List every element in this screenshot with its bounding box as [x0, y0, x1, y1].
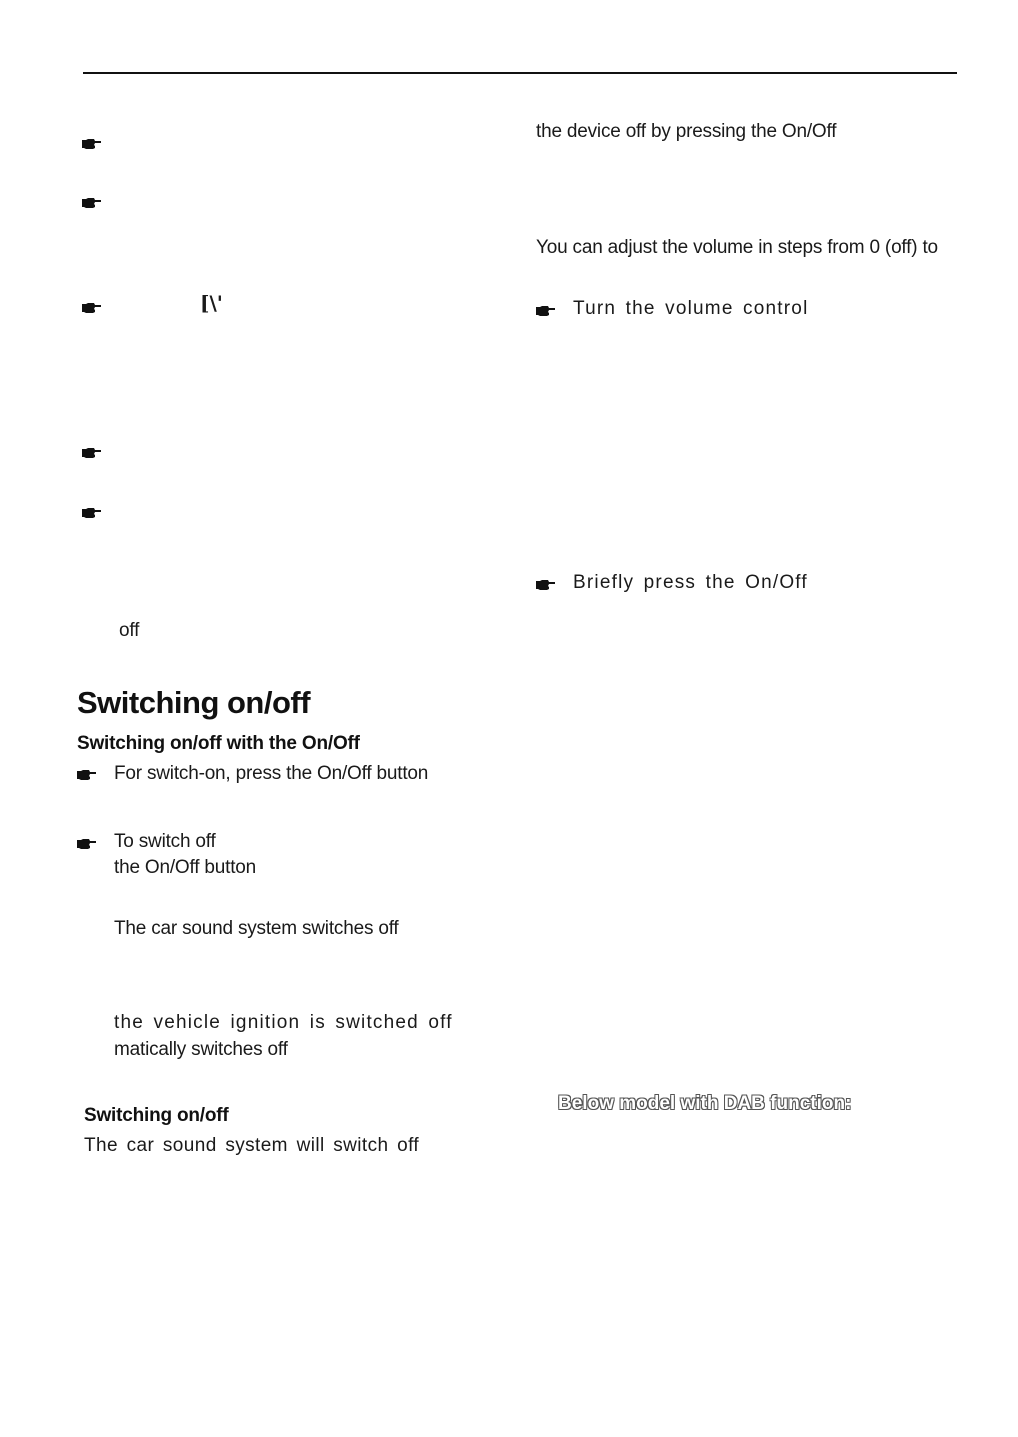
will-switch-off-text: The car sound system will switch off: [84, 1135, 420, 1156]
pointing-hand-icon: [77, 769, 97, 781]
pointing-hand-icon: [82, 447, 102, 459]
switch-on-text: For switch-on, press the On/Off button: [114, 763, 429, 784]
switch-off-line1: To switch off: [114, 831, 216, 852]
pointing-hand-icon: [77, 838, 97, 850]
top-rule: [83, 72, 957, 74]
ignition-line2: matically switches off: [114, 1039, 288, 1060]
subsection-heading-2: Switching on/off: [84, 1105, 229, 1126]
briefly-press-text: Briefly press the On/Off: [573, 572, 808, 593]
section-heading: Switching on/off: [77, 685, 311, 720]
pointing-hand-icon: [82, 197, 102, 209]
dab-note: Below model with DAB function:: [558, 1093, 852, 1114]
pointing-hand-icon: [82, 138, 102, 150]
pointing-hand-icon: [536, 579, 556, 591]
system-switches-off: The car sound system switches off: [114, 918, 399, 939]
device-off-text: the device off by pressing the On/Off: [536, 121, 837, 142]
volume-adjust-text: You can adjust the volume in steps from 0 (off) to: [536, 237, 938, 258]
fragment-off: off: [119, 620, 140, 641]
pointing-hand-icon: [536, 305, 556, 317]
switch-off-line2: the On/Off button: [114, 857, 257, 878]
subsection-heading: Switching on/off with the On/Off: [77, 733, 360, 754]
pointing-hand-icon: [82, 302, 102, 314]
button-symbol: [\': [200, 291, 223, 315]
turn-volume-text: Turn the volume control: [573, 298, 809, 319]
ignition-line1: the vehicle ignition is switched off: [114, 1012, 453, 1033]
pointing-hand-icon: [82, 507, 102, 519]
